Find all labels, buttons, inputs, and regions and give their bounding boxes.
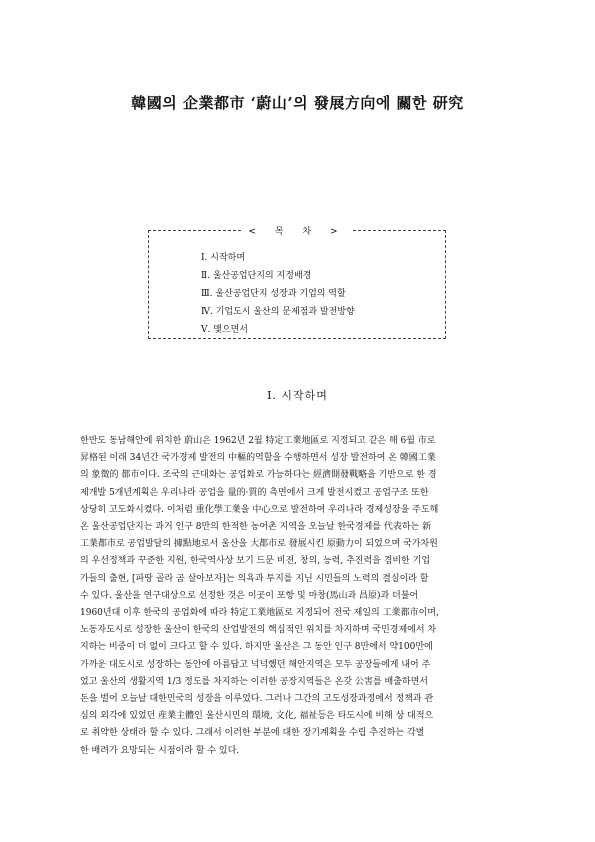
body-line: 제개발 5개년계획은 우리나라 공업을 量的·質的 측면에서 크게 발전시켰고 공업구조 또한 [80,487,429,498]
body-line: 돈을 벌어 오늘날 대한민국의 성장을 이루었다. 그러나 그간의 고도성장과정에서 정책과 관 [80,694,434,705]
toc-item: Ⅰ. 시작하며 [201,253,246,263]
body-paragraph [80,433,516,760]
toc-item: Ⅳ. 기업도시 울산의 문제점과 발전방향 [201,307,355,317]
body-line: 노동자도시로 성장한 울산이 한국의 산업발전의 핵심적인 위치를 차지하며 국민경제에서 차 [80,625,437,636]
paper-title: 韓國의 企業都市 ‘蔚山’의 發展方向에 關한 研究 [131,94,464,112]
body-line: 한반도 동남해안에 위치한 蔚山은 1962년 2월 特定工業地區로 지정되고 같은 해 6월 市로 [80,436,436,446]
body-line: 의 우선정책과 꾸준한 지원, 한국역사상 보기 드문 비젼, 창의, 능력, 추진력을 겸비한 기업 [80,556,431,567]
body-line: 었고 울산의 생활지역 1/3 정도를 차지하는 이러한 공장지역들은 온갖 公害를 배출하면서 [80,676,428,687]
body-line: 工業都市로 공업발달의 據點地로서 울산을 大都市로 發展시킨 原動力이 되었으며 국가차원 [80,539,438,550]
body-line: 지하는 비중이 더 없이 크다고 할 수 있다. 하지만 울산은 그 동안 인구 8만에서 약100만에 [80,642,433,653]
toc-list [201,249,355,339]
body-line: 심의 외각에 있었던 産業主體인 울산시민의 環境, 文化, 福祉등은 타도시에 비해 상 대적으 [80,711,434,722]
body-line: 상당히 고도화시켰다. 이처럼 重化學工業을 中心으로 발전하여 우리나라 경제성장을 주도해 [80,504,439,515]
body-line: 로 취약한 상태라 할 수 있다. 그래서 이러한 부분에 대한 장기계획을 수립 추진하는 각별 [80,728,425,739]
body-line: 한 배려가 요망되는 시점이라 할 수 있다. [80,745,240,756]
body-line: 昇格된 이래 34년간 국가경제 발전의 中樞的역할을 수행하면서 성장 발전하여 온 韓國工業 [80,453,436,464]
toc-item: Ⅴ. 맺으면서 [201,325,248,335]
toc-item: Ⅲ. 울산공업단지 성장과 기업의 역할 [201,289,346,299]
toc-heading: < 목 차 > [149,224,445,237]
toc-item: Ⅱ. 울산공업단지의 지정배경 [201,271,312,281]
body-line: 온 울산공업단지는 과거 인구 8만의 한적한 농어촌 지역을 오늘날 한국경제를 代表하는 新 [80,522,432,533]
body-line: 의 象徵的 都市이다. 조국의 근대화는 공업화로 가능하다는 經濟開發戰略을 기반으로 한 경 [80,470,437,481]
body-line: 가까운 대도시로 성장하는 동안에 아름답고 넉넉했던 해안지역은 모두 공장들에게 내어 주 [80,659,431,670]
body-line: 수 있다. 울산을 연구대상으로 선정한 것은 이곳이 포항 및 마창(馬山과 昌原)과 더불어 [80,590,419,601]
section-heading: Ⅰ. 시작하며 [267,389,328,402]
body-line: 1960년대 이후 한국의 공업화에 따라 特定工業地區로 지정되어 전국 제일의 工業都市이며, [80,608,439,619]
body-line: 가들의 출현, [파땅 골라 곰 살아보자]는 의욕과 투지를 지닌 시민들의 노력의 결실이라 할 [80,573,429,584]
table-of-contents [148,227,446,339]
